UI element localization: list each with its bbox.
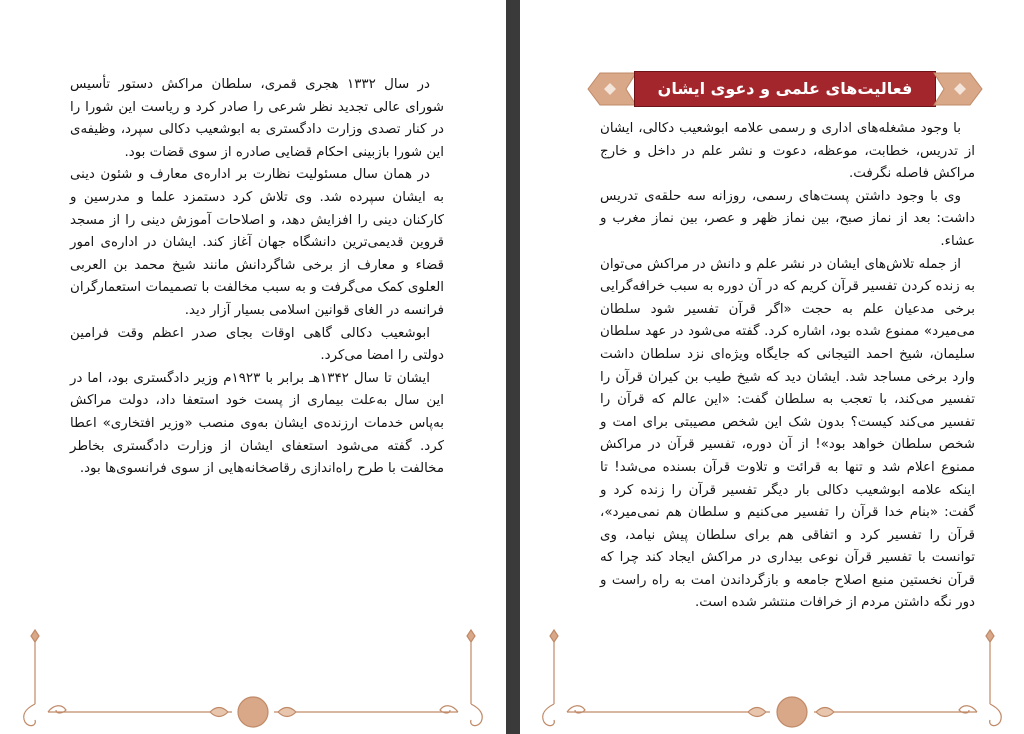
right-paragraph-2: وی با وجود داشتن پست‌های رسمی، روزانه سه حلقه‌ی تدریس داشت: بعد از نماز صبح، بین نماز ظهر و عصر، بین نماز مغرب و عشاء. — [600, 188, 975, 249]
footer-ornament — [0, 624, 506, 734]
section-title: فعالیت‌های علمی و دعوی ایشان — [657, 79, 913, 98]
right-paragraph-1: با وجود مشغله‌های اداری و رسمی علامه ابوشعیب دکالی، ایشان از تدریس، خطابت، موعظه، دعوت و نشر علم در داخل و خارج مراکش فاصله نگرفت. — [600, 121, 975, 182]
left-page-body — [70, 74, 444, 481]
book-gutter — [506, 0, 520, 734]
page-number-badge — [777, 697, 807, 727]
right-paragraph-3: از جمله تلاش‌های ایشان در نشر علم و دانش در مراکش می‌توان به زنده کردن تفسیر قرآن کریم که در آن دوره به سبب خرافه‌گرایی برخی مدعیان علم به حجت «اگر قرآن تفسیر شود سلطان می‌میرد» ممنوع شده بود، اشاره کرد. گفته می‌شود در عهد سلطان سلیمان، شیخ احمد التیجانی که جایگاه ویژه‌ای نزد سلطان داشت وارد برخی مساجد شد. ایشان دید که شیخ طیب بن کیران قرآن را تفسیر می‌کند، با تعجب به سلطان گفت: «این عالم که قرآن را تفسیر می‌کند کیست؟ بدون شک این شخص مصیبتی برای امت و شخص سلطان خواهد بود»! از آن دوره، تفسیر قرآن در مراکش ممنوع اعلام شد و تنها به قرائت و تلاوت قرآن بسنده می‌شد! تا اینکه علامه ابوشعیب دکالی بار دیگر تفسیر قرآن را زنده کرد و گفت: «بنام خدا قرآن را تفسیر می‌کنیم و سلطان هم نمی‌میرد»، قرآن را تفسیر کرد و اتفاقی هم برای سلطان پیش نیامد، وی توانست با تفسیر قرآن نوعی بیداری در مراکش ایجاد کند چرا که قرآن نخستین منبع اصلاح جامعه و بازگرداندن امت به راه راست و دور نگه داشتن مردم از خرافات منتشر شده است. — [600, 256, 975, 611]
section-banner — [586, 71, 984, 107]
left-paragraph-3: ابوشعیب دکالی گاهی اوقات بجای صدر اعظم وقت فرامین دولتی را امضا می‌کرد. — [70, 325, 444, 364]
page-number: ۲۱ — [245, 673, 261, 687]
page-number-badge — [238, 697, 268, 727]
footer-ornament — [520, 624, 1024, 734]
left-paragraph-2: در همان سال مسئولیت نظارت بر اداره‌ی معارف و شئون دینی به ایشان سپرده شد. وی تلاش کرد دستمزد علما و مدرسین و کارکنان دینی را افزایش دهد، و اصلاحات آموزش دینی را از مسجد قروین قدیمی‌ترین دانشگاه جهان آغاز کند. ایشان در اداره‌ی امور قضاء و معارف از برخی شاگردانش مانند شیخ محمد بن العربی العلوی کمک می‌گرفت و به سبب مخالفت با تصمیمات استعمارگران فرانسه در الغای قوانین اسلامی بسیار آزار دید. — [70, 167, 444, 318]
left-page — [0, 0, 506, 734]
page-number: ۲۲ — [784, 673, 800, 687]
banner-right-ornament — [924, 71, 984, 107]
left-paragraph-1: در سال ۱۳۳۲ هجری قمری، سلطان مراکش دستور تأسیس شورای عالی تجدید نظر شرعی را صادر کرد و ریاست این شورا را در کنار تصدی وزارت دادگستری به ابوشعیب دکالی سپرد، وظیفه‌ی این شورا بازبینی احکام قضایی صادره از سوی قضات بود. — [70, 77, 444, 160]
ornament-frame — [520, 624, 1024, 734]
right-page — [520, 0, 1024, 734]
left-paragraph-4: ایشان تا سال ۱۳۴۲هـ برابر با ۱۹۲۳م وزیر دادگستری بود، اما در این سال به‌علت بیماری از پست خود استعفا داد، دولت مراکش به‌پاس خدمات ارزنده‌ی ایشان به‌وی منصب «وزیر افتخاری» اعطا کرد. گفته می‌شود استعفای ایشان از وزارت دادگستری بخاطر مخالفت با طرح راه‌اندازی رقاصخانه‌هایی از سوی فرانسوی‌ها بود. — [70, 370, 444, 477]
right-page-body — [600, 118, 975, 615]
